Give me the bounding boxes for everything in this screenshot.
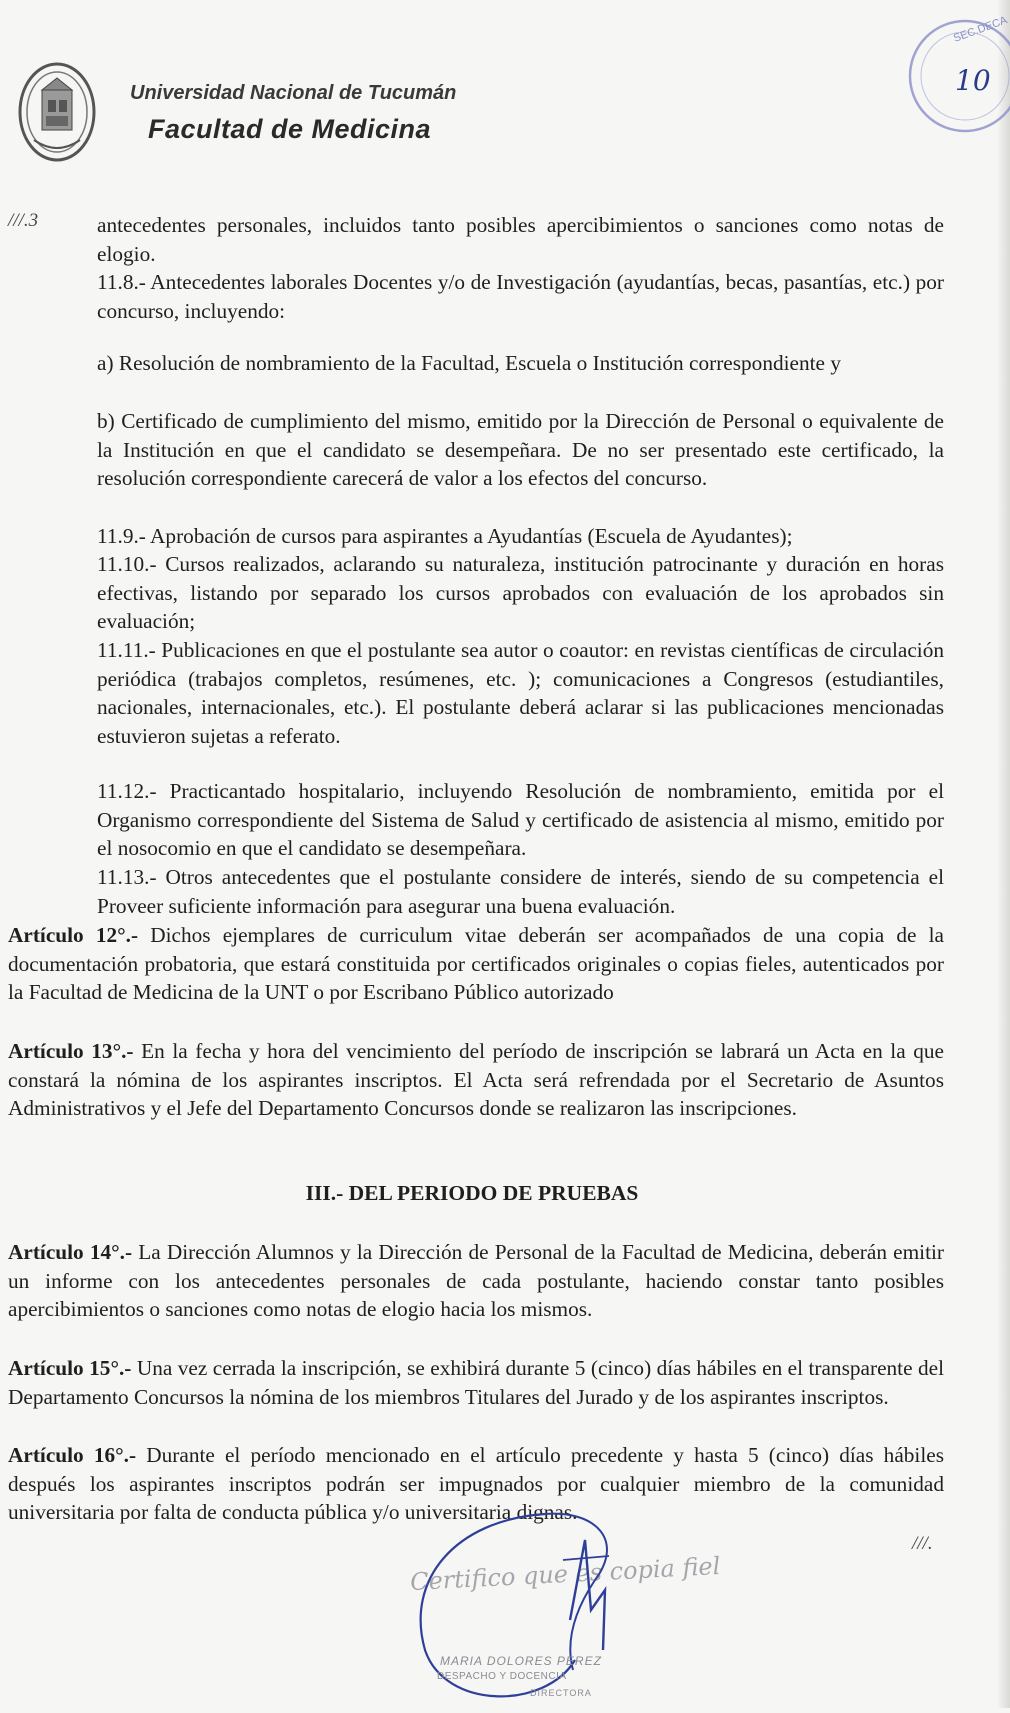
stamp-number: 10	[955, 64, 991, 97]
article-label: Artículo 12°.-	[8, 923, 139, 947]
article-text: Una vez cerrada la inscripción, se exhibirá durante 5 (cinco) días hábiles en el transparente del Departamento Concursos la nómina de los miembros Titulares del Jurado y de los aspirantes inscriptos.	[8, 1356, 944, 1409]
paragraph-text: 11.9.- Aprobación de cursos para aspirantes a Ayudantías (Escuela de Ayudantes);	[97, 524, 793, 548]
paragraph-text: 11.8.- Antecedentes laborales Docentes y/o de Investigación (ayudantías, becas, pasantías, etc.) por concurso, incluyendo:	[97, 270, 944, 323]
page-marker: ///.3	[8, 210, 39, 231]
paragraph-text: antecedentes personales, incluidos tanto posibles apercibimientos o sanciones como notas de elogio.	[97, 213, 944, 266]
article-text: Dichos ejemplares de curriculum vitae deberán ser acompañados de una copia de la documentación probatoria, que estará constituida por certificados originales o copias fieles, autenticados por la Facultad de Medicina de la UNT o por Escribano Público autorizado	[8, 923, 944, 1005]
paragraph-11-8-a	[97, 349, 944, 378]
university-name: Universidad Nacional de Tucumán	[130, 82, 457, 104]
university-crest-icon	[16, 60, 98, 170]
paragraph-11-9	[97, 522, 944, 551]
paragraph-text: 11.12.- Practicantado hospitalario, incluyendo Resolución de nombramiento, emitida por el Organismo correspondiente del Sistema de Salud y certificado de asistencia al mismo, emitido por el nosocomio en que el candidato se desempeñara.	[97, 779, 944, 861]
page-edge	[998, 0, 1010, 1708]
article-14	[8, 1238, 944, 1324]
article-label: Artículo 14°.-	[8, 1240, 133, 1264]
paragraph-antecedentes	[97, 211, 944, 268]
paragraph-11-12	[97, 777, 944, 863]
paragraph-text: 11.11.- Publicaciones en que el postulante sea autor o coautor: en revistas científicas de circulación periódica (trabajos completos, resúmenes, etc. ); comunicaciones a Congresos (estudiantiles, nacionales, internacionales, etc.). El postulante deberá aclarar si las publicaciones mencionadas estuvieron sujetas a referato.	[97, 638, 944, 748]
paragraph-text: a) Resolución de nombramiento de la Facultad, Escuela o Institución correspondiente y	[97, 351, 841, 375]
article-text: La Dirección Alumnos y la Dirección de Personal de la Facultad de Medicina, deberán emitir un informe con los antecedentes personales de cada postulante, haciendo constar tanto posibles apercibimientos o sanciones como notas de elogio hacia los mismos.	[8, 1240, 944, 1322]
stamp-text: SEC.DECA	[951, 14, 1009, 45]
paragraph-11-8	[97, 268, 944, 325]
article-13	[8, 1037, 944, 1123]
signatory-role: DESPACHO Y DOCENCIA	[437, 1671, 567, 1682]
article-label: Artículo 16°.-	[8, 1443, 137, 1467]
article-label: Artículo 13°.-	[8, 1039, 134, 1063]
continues-marker: ///.	[912, 1533, 933, 1554]
paragraph-text: 11.13.- Otros antecedentes que el postulante considere de interés, siendo de su competencia el Proveer suficiente información para asegurar una buena evaluación.	[97, 865, 944, 918]
signatory-name: MARIA DOLORES PEREZ	[440, 1654, 602, 1668]
paragraph-11-8-b	[97, 407, 944, 493]
certification-note: Certifico que es copia fiel	[409, 1551, 721, 1597]
article-12	[8, 921, 944, 1007]
article-text: En la fecha y hora del vencimiento del período de inscripción se labrará un Acta en la que constará la nómina de los aspirantes inscriptos. El Acta será refrendada por el Secretario de Asuntos Administrativos y el Jefe del Departamento Concursos donde se realizaron las inscripciones.	[8, 1039, 944, 1121]
article-text: Durante el período mencionado en el artículo precedente y hasta 5 (cinco) días hábiles después los aspirantes inscriptos podrán ser impugnados por cualquier miembro de la comunidad universitaria por falta de conducta pública y/o universitaria dignas.	[8, 1443, 945, 1525]
section-heading: III.- DEL PERIODO DE PRUEBAS	[305, 1181, 639, 1205]
paragraph-text: b) Certificado de cumplimiento del mismo, emitido por la Dirección de Personal o equivalente de la Institución en que el candidato se desempeñara. De no ser presentado este certificado, la resolución correspondiente carecerá de valor a los efectos del concurso.	[97, 409, 944, 491]
article-label: Artículo 15°.-	[8, 1356, 132, 1380]
signatory-title: DIRECTORA	[530, 1688, 592, 1698]
official-stamp-icon	[903, 8, 1010, 138]
paragraph-11-11	[97, 636, 944, 750]
paragraph-text: 11.10.- Cursos realizados, aclarando su naturaleza, institución patrocinante y duración en horas efectivas, listando por separado los cursos aprobados con evaluación de los aprobados sin evaluación;	[97, 552, 944, 634]
faculty-name: Facultad de Medicina	[148, 114, 432, 144]
paragraph-11-13	[97, 863, 944, 920]
article-15	[8, 1354, 944, 1411]
paragraph-11-10	[97, 550, 944, 636]
